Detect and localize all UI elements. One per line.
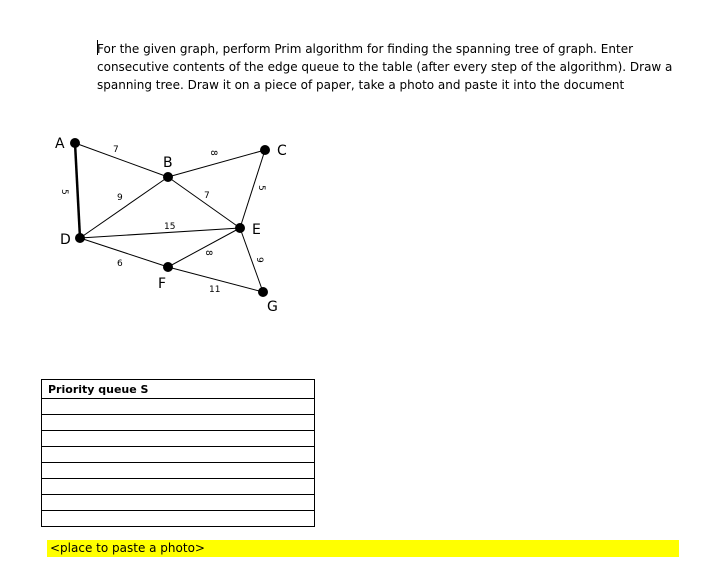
- weight-b-c: 8: [208, 150, 218, 156]
- node-label-g: G: [267, 299, 278, 315]
- photo-placeholder[interactable]: <place to paste a photo>: [47, 540, 679, 557]
- weight-a-b: 7: [113, 145, 119, 155]
- priority-queue-cell[interactable]: [42, 447, 315, 463]
- instructions-line-3: spanning tree. Draw it on a piece of paper, take a photo and paste it into the document: [97, 78, 625, 92]
- instructions-line-1: For the given graph, perform Prim algorithm for finding the spanning tree of graph. Enter: [97, 42, 634, 56]
- node-label-c: C: [277, 143, 287, 159]
- priority-queue-header: Priority queue S: [42, 380, 315, 399]
- edge-d-f: [80, 238, 168, 267]
- node-d: [75, 233, 85, 243]
- weight-c-e: 5: [256, 185, 266, 191]
- node-label-e: E: [252, 222, 261, 238]
- node-g: [258, 287, 268, 297]
- node-a: [70, 138, 80, 148]
- node-label-d: D: [60, 232, 71, 248]
- node-b: [163, 172, 173, 182]
- node-label-a: A: [55, 136, 65, 152]
- weight-d-e: 15: [164, 222, 176, 232]
- weight-b-e: 7: [204, 191, 210, 201]
- weight-d-f: 6: [117, 259, 123, 269]
- instructions-line-2: consecutive contents of the edge queue to the table (after every step of the algorithm). Draw a: [97, 60, 673, 74]
- priority-queue-cell[interactable]: [42, 479, 315, 495]
- priority-queue-table: [41, 379, 315, 527]
- priority-queue-cell[interactable]: [42, 431, 315, 447]
- node-label-b: B: [163, 155, 173, 171]
- weight-e-f: 8: [203, 250, 213, 256]
- priority-queue-cell[interactable]: [42, 415, 315, 431]
- node-label-f: F: [158, 276, 167, 292]
- priority-queue-cell[interactable]: [42, 463, 315, 479]
- edge-b-e: [168, 177, 240, 228]
- priority-queue-cell[interactable]: [42, 399, 315, 415]
- weight-a-d: 5: [59, 189, 69, 195]
- priority-queue-cell[interactable]: [42, 511, 315, 527]
- edge-e-f: [168, 228, 240, 267]
- edge-b-d: [80, 177, 168, 238]
- weight-f-g: 11: [209, 285, 221, 295]
- weight-b-d: 9: [117, 193, 123, 203]
- node-e: [235, 223, 245, 233]
- edge-a-d: [75, 143, 80, 238]
- node-f: [163, 262, 173, 272]
- node-c: [260, 145, 270, 155]
- priority-queue-cell[interactable]: [42, 495, 315, 511]
- weight-e-g: 9: [254, 257, 264, 263]
- edge-a-b: [75, 143, 168, 177]
- edge-d-e: [80, 228, 240, 238]
